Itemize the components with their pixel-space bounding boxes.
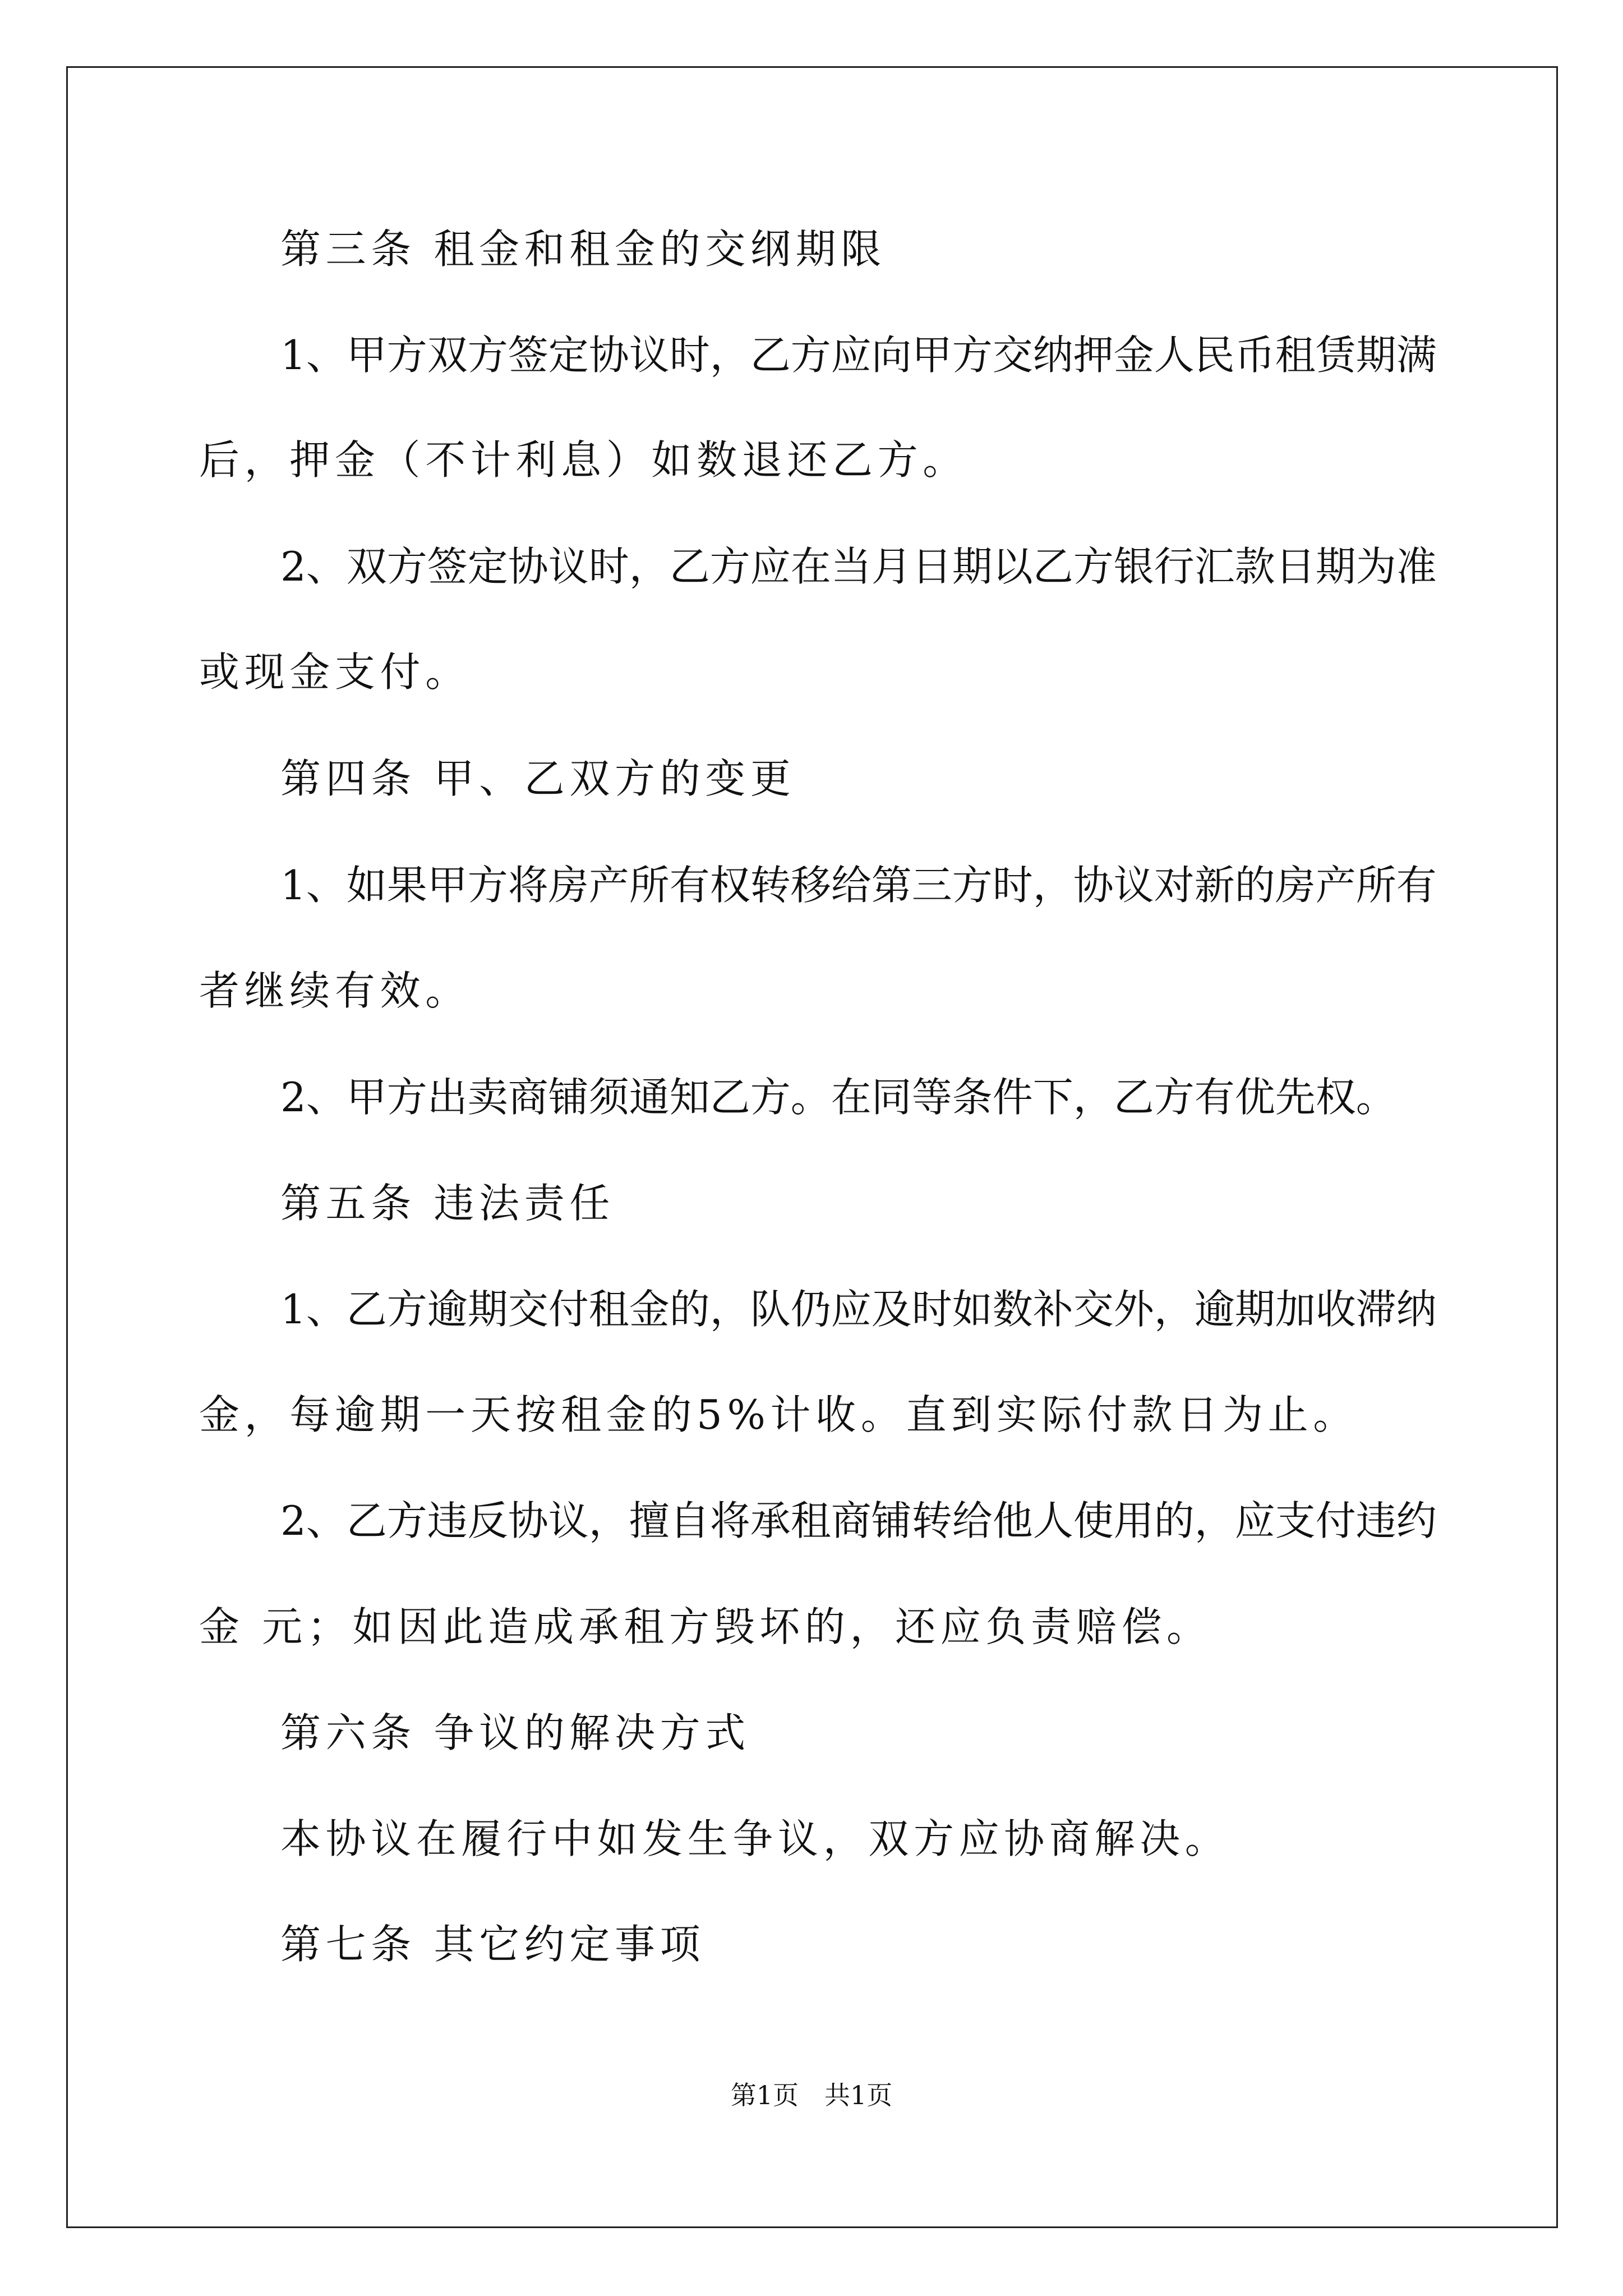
article-5-heading: 第五条 违法责任 xyxy=(280,1180,615,1227)
article-4-clause-1-line-1: 1、如果甲方将房产所有权转移给第三方时，协议对新的房产所有 xyxy=(280,862,1437,909)
page-footer: 第1页 共1页 xyxy=(730,2080,893,2110)
article-4-heading: 第四条 甲、乙双方的变更 xyxy=(280,755,796,802)
article-4-clause-2: 2、甲方出卖商铺须通知乙方。在同等条件下，乙方有优先权。 xyxy=(280,1074,1396,1121)
article-5-clause-1-line-2: 金，每逾期一天按租金的5%计收。直到实际付款日为止。 xyxy=(199,1391,1358,1438)
article-6-heading: 第六条 争议的解决方式 xyxy=(280,1709,750,1756)
article-3-heading: 第三条 租金和租金的交纲期限 xyxy=(280,226,886,273)
article-5-clause-1-line-1: 1、乙方逾期交付租金的，队仍应及时如数补交外，逾期加收滞纳 xyxy=(280,1286,1437,1333)
article-3-clause-1-line-1: 1、甲方双方签定协议时，乙方应向甲方交纳押金人民币租赁期满 xyxy=(280,332,1437,379)
page-border xyxy=(66,66,1558,2228)
article-3-clause-1-line-2: 后，押金（不计利息）如数退还乙方。 xyxy=(199,436,968,484)
article-5-clause-2-line-1: 2、乙方违反协议，擅自将承租商铺转给他人使用的，应支付违约 xyxy=(280,1497,1437,1544)
article-6-body: 本协议在履行中如发生争议，双方应协商解决。 xyxy=(280,1815,1230,1862)
article-3-clause-2-line-1: 2、双方签定协议时，乙方应在当月日期以乙方银行汇款日期为准 xyxy=(280,543,1437,590)
article-4-clause-1-line-2: 者继续有效。 xyxy=(199,967,471,1014)
article-7-heading: 第七条 其它约定事项 xyxy=(280,1921,706,1968)
article-3-clause-2-line-2: 或现金支付。 xyxy=(199,648,471,696)
article-5-clause-2-line-2: 金 元；如因此造成承租方毁坏的，还应负责赔偿。 xyxy=(199,1603,1212,1650)
